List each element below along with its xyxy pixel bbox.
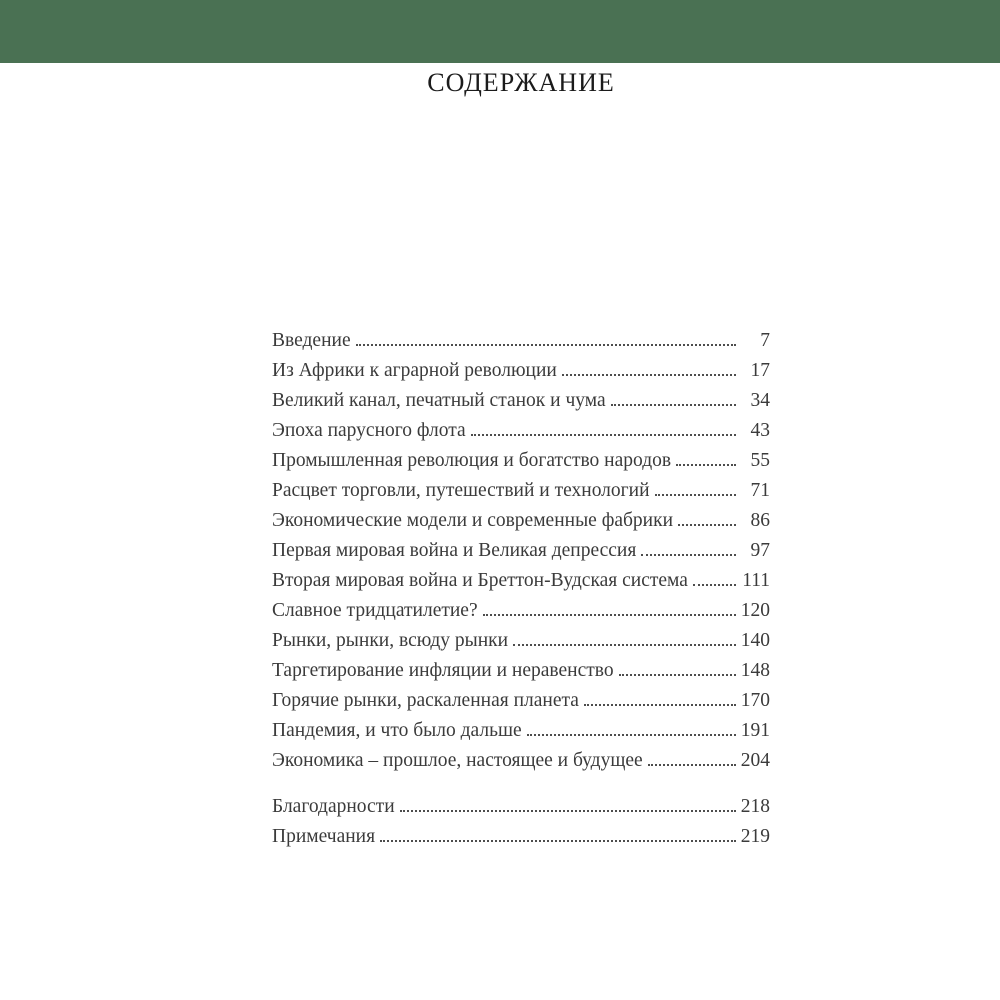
toc-entry-page: 191 [740,720,770,741]
toc-entry [272,416,770,446]
toc-entry-page: 148 [740,660,770,681]
dot-leader [693,584,736,586]
toc-entry [272,476,770,506]
toc-entry-label: Экономические модели и современные фабрики [272,510,674,531]
dot-leader [619,674,736,676]
toc-entry [272,792,770,822]
toc-entry-label: Экономика – прошлое, настоящее и будущее [272,750,643,771]
toc-entry-label: Рынки, рынки, всюду рынки [272,630,509,651]
toc-entry-label: Примечания [272,826,376,847]
dot-leader [676,464,736,466]
toc-entry [272,566,770,596]
toc-entry-page: 17 [750,360,770,381]
toc-entry-page: 34 [750,390,770,411]
dot-leader [655,494,736,496]
dot-leader [584,704,736,706]
toc-entry-label: Горячие рынки, раскаленная планета [272,690,579,711]
toc-entry-label: Пандемия, и что было дальше [272,720,522,741]
dot-leader [471,434,736,436]
toc-entry [272,326,770,356]
toc-entry-label: Расцвет торговли, путешествий и технологий [272,480,650,501]
toc-entry-page: 71 [750,480,770,501]
dot-leader [400,810,736,812]
toc-entry [272,386,770,416]
toc-entry-label: Эпоха парусного флота [272,420,466,441]
dot-leader [611,404,736,406]
toc-entry-page: 86 [750,510,770,531]
toc-entry [272,746,770,776]
toc-entry-page: 43 [750,420,770,441]
toc-entry-label: Благодарности [272,796,395,817]
table-of-contents [272,326,770,852]
toc-entry [272,822,770,852]
toc-entry-label: Введение [272,330,351,351]
dot-leader [562,374,736,376]
dot-leader [648,764,736,766]
toc-entry [272,536,770,566]
toc-entry-page: 140 [740,630,770,651]
toc-entry-page: 120 [740,600,770,621]
toc-entry-page: 204 [740,750,770,771]
toc-entry-page: 111 [742,570,770,591]
toc-entry [272,626,770,656]
toc-entry-page: 170 [740,690,770,711]
dot-leader [527,734,736,736]
toc-entry [272,716,770,746]
toc-entry-label: Промышленная революция и богатство народов [272,450,672,471]
toc-entry [272,596,770,626]
toc-entry [272,686,770,716]
toc-entry [272,656,770,686]
toc-entry-page: 218 [740,796,770,817]
dot-leader [678,524,736,526]
dot-leader [513,644,736,646]
dot-leader [641,554,736,556]
toc-entry-page: 55 [750,450,770,471]
toc-entry-label: Славное тридцатилетие? [272,600,478,621]
toc-entry [272,506,770,536]
toc-entry [272,446,770,476]
toc-entry-label: Первая мировая война и Великая депрессия [272,540,637,561]
top-green-band [0,0,1000,63]
toc-entry-label: Из Африки к аграрной революции [272,360,557,381]
dot-leader [380,840,736,842]
toc-entry-page: 7 [760,330,770,351]
page-title: СОДЕРЖАНИЕ [427,68,615,97]
dot-leader [483,614,736,616]
toc-entry [272,356,770,386]
toc-entry-label: Таргетирование инфляции и неравенство [272,660,614,681]
toc-entry-label: Вторая мировая война и Бреттон-Вудская система [272,570,688,591]
dot-leader [356,344,736,346]
toc-entry-page: 219 [740,826,770,847]
toc-entry-label: Великий канал, печатный станок и чума [272,390,606,411]
content-column [272,63,770,852]
toc-entry-page: 97 [750,540,770,561]
